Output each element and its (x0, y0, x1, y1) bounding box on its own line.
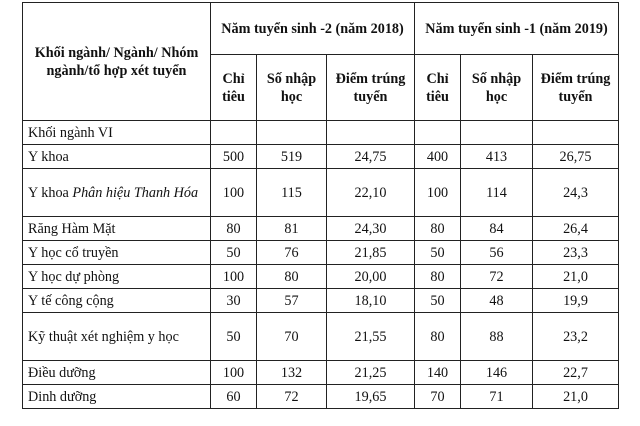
quota-2018-cell: 100 (211, 361, 257, 385)
empty-cell (415, 121, 461, 145)
quota-2018-cell: 30 (211, 289, 257, 313)
quota-2019-cell: 80 (415, 265, 461, 289)
program-name-cell (23, 313, 211, 361)
program-name: Điều dưỡng (28, 364, 96, 381)
score-2018-cell: 21,55 (327, 313, 415, 361)
empty-cell (327, 121, 415, 145)
enrolled-2018-cell: 132 (257, 361, 327, 385)
program-name: Y khoa (28, 184, 69, 201)
enrolled-2019-cell: 56 (461, 241, 533, 265)
score-2018-cell: 19,65 (327, 385, 415, 409)
quota-2018-cell: 50 (211, 241, 257, 265)
score-2019-cell: 22,7 (533, 361, 619, 385)
score-2018-cell: 21,25 (327, 361, 415, 385)
empty-cell (461, 121, 533, 145)
program-name: Y tế công cộng (28, 292, 114, 309)
program-name-cell (23, 169, 211, 217)
enrolled-2019-cell: 48 (461, 289, 533, 313)
enrolled-2019-cell: 88 (461, 313, 533, 361)
table-row (23, 289, 619, 313)
table-row (23, 313, 619, 361)
table-row (23, 385, 619, 409)
quota-2018-cell: 50 (211, 313, 257, 361)
program-name-cell (23, 217, 211, 241)
enrolled-header-2019: Số nhập học (461, 55, 533, 121)
quota-2019-cell: 80 (415, 313, 461, 361)
score-header-2018: Điểm trúng tuyển (327, 55, 415, 121)
score-2019-cell: 24,3 (533, 169, 619, 217)
quota-2019-cell: 50 (415, 289, 461, 313)
quota-2019-cell: 70 (415, 385, 461, 409)
quota-2018-cell: 80 (211, 217, 257, 241)
score-2018-cell: 24,30 (327, 217, 415, 241)
quota-2018-cell: 100 (211, 169, 257, 217)
program-name: Y học dự phòng (28, 268, 120, 285)
empty-cell (533, 121, 619, 145)
section-label: Khối ngành VI (23, 121, 211, 145)
table-row (23, 145, 619, 169)
score-2019-cell: 21,0 (533, 265, 619, 289)
group-header: Khối ngành/ Ngành/ Nhóm ngành/tổ hợp xét tuyển (23, 3, 211, 121)
program-name-cell (23, 361, 211, 385)
enrolled-2018-cell: 70 (257, 313, 327, 361)
score-2019-cell: 26,4 (533, 217, 619, 241)
score-2018-cell: 22,10 (327, 169, 415, 217)
program-name: Răng Hàm Mặt (28, 220, 116, 237)
quota-2018-cell: 60 (211, 385, 257, 409)
enrolled-2019-cell: 114 (461, 169, 533, 217)
program-name-branch: Phân hiệu Thanh Hóa (72, 184, 199, 201)
period-2019-header: Năm tuyển sinh -1 (năm 2019) (415, 3, 619, 55)
program-name-cell (23, 241, 211, 265)
enrolled-2018-cell: 80 (257, 265, 327, 289)
score-2019-cell: 23,3 (533, 241, 619, 265)
enrolled-2018-cell: 519 (257, 145, 327, 169)
enrolled-2019-cell: 84 (461, 217, 533, 241)
score-2018-cell: 21,85 (327, 241, 415, 265)
program-name-cell (23, 385, 211, 409)
table-row (23, 217, 619, 241)
score-2018-cell: 18,10 (327, 289, 415, 313)
quota-2018-cell: 100 (211, 265, 257, 289)
program-name-cell (23, 145, 211, 169)
quota-header-2018: Chỉ tiêu (211, 55, 257, 121)
quota-2019-cell: 80 (415, 217, 461, 241)
score-header-2019: Điểm trúng tuyển (533, 55, 619, 121)
table-row (23, 169, 619, 217)
quota-2018-cell: 500 (211, 145, 257, 169)
quota-2019-cell: 140 (415, 361, 461, 385)
score-2019-cell: 21,0 (533, 385, 619, 409)
score-2019-cell: 19,9 (533, 289, 619, 313)
score-2019-cell: 23,2 (533, 313, 619, 361)
program-name-cell (23, 265, 211, 289)
enrolled-2018-cell: 81 (257, 217, 327, 241)
score-2019-cell: 26,75 (533, 145, 619, 169)
enrolled-2019-cell: 71 (461, 385, 533, 409)
program-name: Kỹ thuật xét nghiệm y học (28, 328, 179, 345)
quota-2019-cell: 50 (415, 241, 461, 265)
enrolled-2018-cell: 115 (257, 169, 327, 217)
quota-2019-cell: 400 (415, 145, 461, 169)
quota-2019-cell: 100 (415, 169, 461, 217)
enrolled-2019-cell: 72 (461, 265, 533, 289)
program-name: Dinh dưỡng (28, 388, 97, 405)
admission-table (22, 2, 619, 409)
enrolled-2019-cell: 146 (461, 361, 533, 385)
enrolled-2018-cell: 57 (257, 289, 327, 313)
empty-cell (257, 121, 327, 145)
period-2018-header: Năm tuyển sinh -2 (năm 2018) (211, 3, 415, 55)
program-name: Y học cổ truyền (28, 244, 119, 261)
section-row (23, 121, 619, 145)
table-row (23, 241, 619, 265)
score-2018-cell: 20,00 (327, 265, 415, 289)
enrolled-2018-cell: 76 (257, 241, 327, 265)
enrolled-2018-cell: 72 (257, 385, 327, 409)
enrolled-2019-cell: 413 (461, 145, 533, 169)
program-name: Y khoa (28, 148, 69, 165)
score-2018-cell: 24,75 (327, 145, 415, 169)
program-name-cell (23, 289, 211, 313)
table-row (23, 265, 619, 289)
enrolled-header-2018: Số nhập học (257, 55, 327, 121)
quota-header-2019: Chỉ tiêu (415, 55, 461, 121)
empty-cell (211, 121, 257, 145)
table-row (23, 361, 619, 385)
